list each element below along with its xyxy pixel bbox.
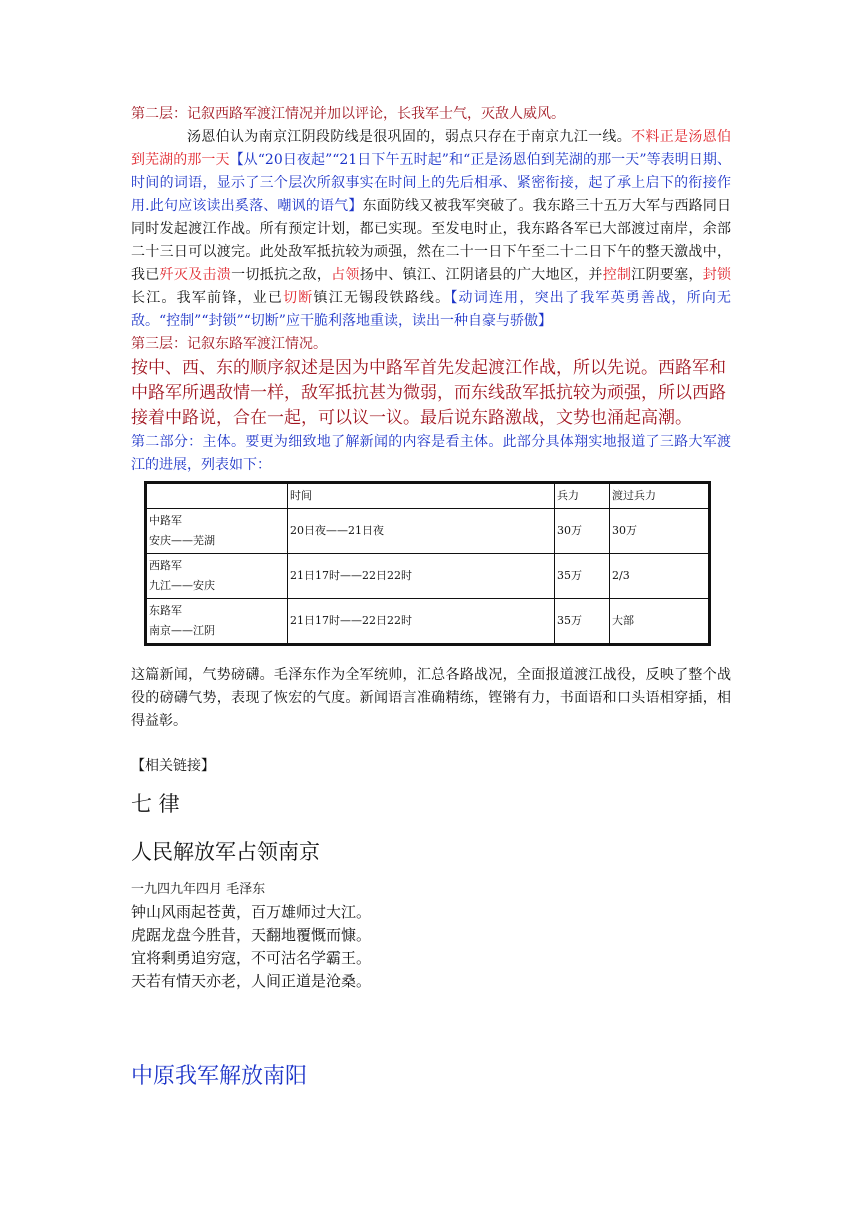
table-cell-crossed: 大部 [610, 599, 710, 645]
text-run: 镇江无锡段铁路线。 [313, 290, 451, 306]
poem-line: 钟山风雨起苍黄，百万雄师过大江。 [131, 903, 372, 921]
table-header-cell: 渡过兵力 [610, 483, 710, 509]
army-name: 中路军 [149, 514, 182, 527]
table-header-cell: 兵力 [555, 483, 610, 509]
poem-line: 宜将剩勇追穷寇，不可沽名学霸王。 [131, 949, 372, 967]
table-cell-army [146, 509, 288, 554]
table-cell-time: 20日夜——21日夜 [288, 509, 555, 554]
poem-line: 虎踞龙盘今胜昔，天翻地覆慨而慷。 [131, 926, 372, 944]
paragraph-west-route [131, 126, 731, 333]
highlight-red: 切断 [283, 290, 314, 306]
table-header-cell: 时间 [288, 483, 555, 509]
table-cell-force: 35万 [555, 554, 610, 599]
highlight-red: 占领 [331, 267, 360, 283]
poem-line: 天若有情天亦老，人间正道是沧桑。 [131, 972, 372, 990]
table-cell-time: 21日17时——22日22时 [288, 554, 555, 599]
army-name: 西路军 [149, 559, 182, 572]
table-cell-time: 21日17时——22日22时 [288, 599, 555, 645]
annotation-blue: 【从“20日夜起”“21日下午五时起”和“正是汤恩伯到芜湖的那一天”等表明日期、时间的词语，显示了三个层次所叙事实在时间上的先后相承、紧密衔接，起了承上启下的衔接作用.此句应该读出奚落、嘲讽的语气】 [131, 152, 732, 214]
text-run: 汤恩伯认为南京江阴段防线是很巩固的，弱点只存在于南京九江一线。 [187, 129, 632, 145]
text-run: 长江。我军前锋，业已 [131, 290, 284, 306]
section-heading-layer2: 第二层：记叙西路军渡江情况并加以评论，长我军士气，灭敌人威风。 [131, 106, 565, 122]
document-page [131, 103, 731, 1090]
army-route: 九江——安庆 [149, 579, 215, 592]
related-link-label: 【相关链接】 [131, 758, 215, 774]
army-route: 南京——江阴 [149, 624, 215, 637]
highlight-red: 歼灭及击溃 [159, 267, 232, 283]
army-name: 东路军 [149, 604, 182, 617]
table-row [146, 509, 710, 554]
final-heading: 中原我军解放南阳 [131, 1064, 308, 1089]
table-cell-force: 30万 [555, 509, 610, 554]
text-run: 扬中、镇江、江阴诸县的广大地区，并 [359, 267, 603, 283]
section-heading-part2: 第二部分：主体。要更为细致地了解新闻的内容是看主体。此部分具体翔实地报道了三路大军渡江的进展，列表如下： [131, 434, 731, 473]
section-heading-layer3: 第三层：记叙东路军渡江情况。 [131, 336, 327, 352]
annotation-blue: 【动词连用，突出了我军英勇善战，所向无敌。“控制”“封锁”“切断”应干脆利落地重读，读出一种自豪与骄傲】 [131, 290, 732, 329]
highlight-red: 封锁 [702, 267, 732, 283]
table-cell-crossed: 30万 [610, 509, 710, 554]
table-cell-crossed: 2/3 [610, 554, 710, 599]
army-progress-table [144, 481, 711, 646]
highlight-red: 不料正是汤恩伯到芜湖的那一天 [131, 129, 732, 168]
poem-genre: 七 律 [131, 792, 180, 816]
table-header-row [146, 483, 710, 509]
table-cell-army [146, 599, 288, 645]
highlight-red: 控制 [602, 267, 632, 283]
text-run: 东面防线又被我军突破了。我东路三十五万大军与西路同日同时发起渡江作战。所有预定计划，都已实现。至发电时止，我东路各军已大部渡过南岸，余部二十三日可以渡完。此处敌军抵抗较为顽强，然在二十一日下午至二十二日下午的整天激战中，我已 [131, 198, 732, 283]
poem-byline: 一九四九年四月 毛泽东 [131, 882, 266, 897]
poem-title: 人民解放军占领南京 [131, 840, 320, 864]
army-route: 安庆——芜湖 [149, 534, 215, 547]
summary-paragraph: 这篇新闻，气势磅礴。毛泽东作为全军统帅，汇总各路战况，全面报道渡江战役，反映了整个战役的磅礴气势，表现了恢宏的气度。新闻语言准确精练，铿锵有力，书面语和口头语相穿插，相得益彰。 [131, 667, 731, 729]
table-cell-army [146, 554, 288, 599]
table-header-cell [146, 483, 288, 509]
table-cell-force: 35万 [555, 599, 610, 645]
text-run: 江阴要塞， [631, 267, 703, 283]
paragraph-order-explanation: 按中、西、东的顺序叙述是因为中路军首先发起渡江作战，所以先说。西路军和中路军所遇敌情一样，敌军抵抗甚为微弱，而东线敌军抵抗较为顽强，所以西路接着中路说，合在一起，可以议一议。最后说东路激战，文势也涌起高潮。 [131, 358, 726, 428]
text-run: 一切抵抗之敌， [231, 267, 332, 283]
table-row [146, 599, 710, 645]
table-row [146, 554, 710, 599]
